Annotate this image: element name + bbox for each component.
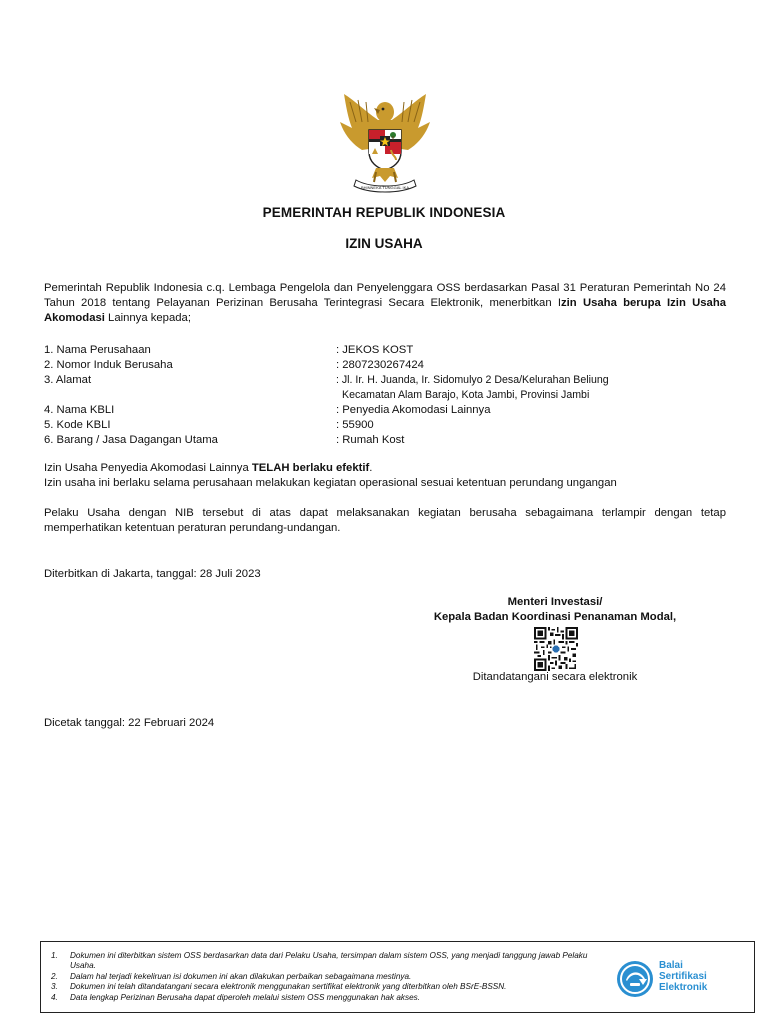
note-number: 4.	[51, 992, 58, 1002]
note-text: Dokumen ini diterbitkan sistem OSS berdasarkan data dari Pelaku Usaha, tersimpan dalam sistem OSS, yang menjadi tanggung jawab Pelaku Usaha.	[70, 951, 588, 971]
field-row-nib	[44, 358, 744, 373]
footer-note	[51, 982, 611, 992]
field-row-kbli-name	[44, 403, 744, 418]
field-row-address	[44, 373, 744, 403]
field-label: 3. Alamat	[44, 374, 92, 386]
status-line-1	[44, 461, 726, 476]
field-value: : JEKOS KOST	[336, 344, 414, 356]
status-text: Izin Usaha Penyedia Akomodasi Lainnya	[44, 462, 252, 474]
intro-ending: Lainnya kepada;	[104, 312, 191, 324]
obligation-paragraph: Pelaku Usaha dengan NIB tersebut di atas dapat melaksanakan kegiatan berusaha sebagaimana terlampir dengan tetap memperhatikan ketentuan peraturan perundang-undangan.	[44, 507, 726, 534]
printed-date: Dicetak tanggal: 22 Februari 2024	[44, 717, 215, 729]
bsre-logo	[615, 957, 747, 1001]
status-ending: .	[369, 462, 373, 474]
note-number: 2.	[51, 971, 58, 981]
field-value: : Penyedia Akomodasi Lainnya	[336, 404, 491, 416]
intro-paragraph	[44, 281, 726, 326]
government-title: PEMERINTAH REPUBLIK INDONESIA	[262, 205, 506, 220]
status-paragraph	[44, 461, 726, 491]
bsre-line-2: Sertifikasi	[659, 971, 707, 982]
company-fields	[44, 343, 744, 448]
document-title: IZIN USAHA	[345, 236, 423, 251]
field-value: : Rumah Kost	[336, 434, 405, 446]
electronic-signature-note: Ditandatangani secara elektronik	[472, 671, 638, 683]
field-row-company-name	[44, 343, 744, 358]
field-value: : Jl. Ir. H. Juanda, Ir. Sidomulyo 2 Desa/Kelurahan Beliung	[336, 374, 609, 386]
footer-notes	[51, 951, 611, 1003]
note-text: Dokumen ini telah ditandatangani secara elektronik menggunakan sertifikat elektronik yang diterbitkan oleh BSrE-BSSN.	[70, 982, 507, 992]
issued-date: Diterbitkan di Jakarta, tanggal: 28 Juli 2023	[44, 568, 261, 580]
footer-note	[51, 972, 611, 982]
signatory-title: Menteri Investasi/	[507, 596, 603, 608]
field-label: 2. Nomor Induk Berusaha	[44, 359, 173, 371]
note-text: Dalam hal terjadi kekeliruan isi dokumen ini akan dilakukan perbaikan sebagaimana mestinya.	[70, 971, 412, 981]
signatory-office: Kepala Badan Koordinasi Penanaman Modal,	[433, 611, 677, 623]
field-value-line2: Kecamatan Alam Barajo, Kota Jambi, Provinsi Jambi	[342, 389, 590, 401]
intro-text: Pemerintah Republik Indonesia c.q. Lembaga Pengelola dan Penyelenggara OSS berdasarkan Pasal 31 Peraturan Pemerintah No 24 Tahun 2018 tentang Pelayanan Perizinan Berusaha Terintegrasi Secara Elektronik, menerbitkan I	[44, 282, 726, 309]
footer-notes-box	[40, 941, 755, 1013]
field-label: 1. Nama Perusahaan	[44, 344, 151, 356]
svg-text:BHINNEKA TUNGGAL IKA: BHINNEKA TUNGGAL IKA	[360, 185, 410, 190]
bsre-line-1: Balai	[659, 960, 683, 971]
note-number: 1.	[51, 951, 58, 960]
note-number: 3.	[51, 982, 58, 992]
note-text: Data lengkap Perizinan Berusaha dapat diperoleh melalui sistem OSS menggunakan hak akses.	[70, 992, 420, 1002]
footer-note	[51, 993, 611, 1003]
footer-note	[51, 951, 611, 972]
field-label: 5. Kode KBLI	[44, 419, 111, 431]
status-line-2: Izin usaha ini berlaku selama perusahaan melakukan kegiatan operasional sesuai ketentuan perundang ungangan	[44, 477, 617, 489]
garuda-emblem-icon	[336, 92, 434, 196]
qr-code-icon	[533, 627, 579, 671]
field-label: 6. Barang / Jasa Dagangan Utama	[44, 434, 218, 446]
field-value: : 55900	[336, 419, 374, 431]
field-row-kbli-code	[44, 418, 744, 433]
bsre-logo-text	[659, 960, 707, 993]
field-value: : 2807230267424	[336, 359, 424, 371]
bsre-logo-icon	[615, 959, 655, 999]
status-emphasis: TELAH berlaku efektif	[251, 462, 370, 474]
bsre-line-3: Elektronik	[659, 982, 708, 993]
field-row-main-goods	[44, 433, 744, 448]
intro-emphasis: zin Usaha berupa Izin Usaha Akomodasi	[44, 297, 727, 324]
field-label: 4. Nama KBLI	[44, 404, 115, 416]
